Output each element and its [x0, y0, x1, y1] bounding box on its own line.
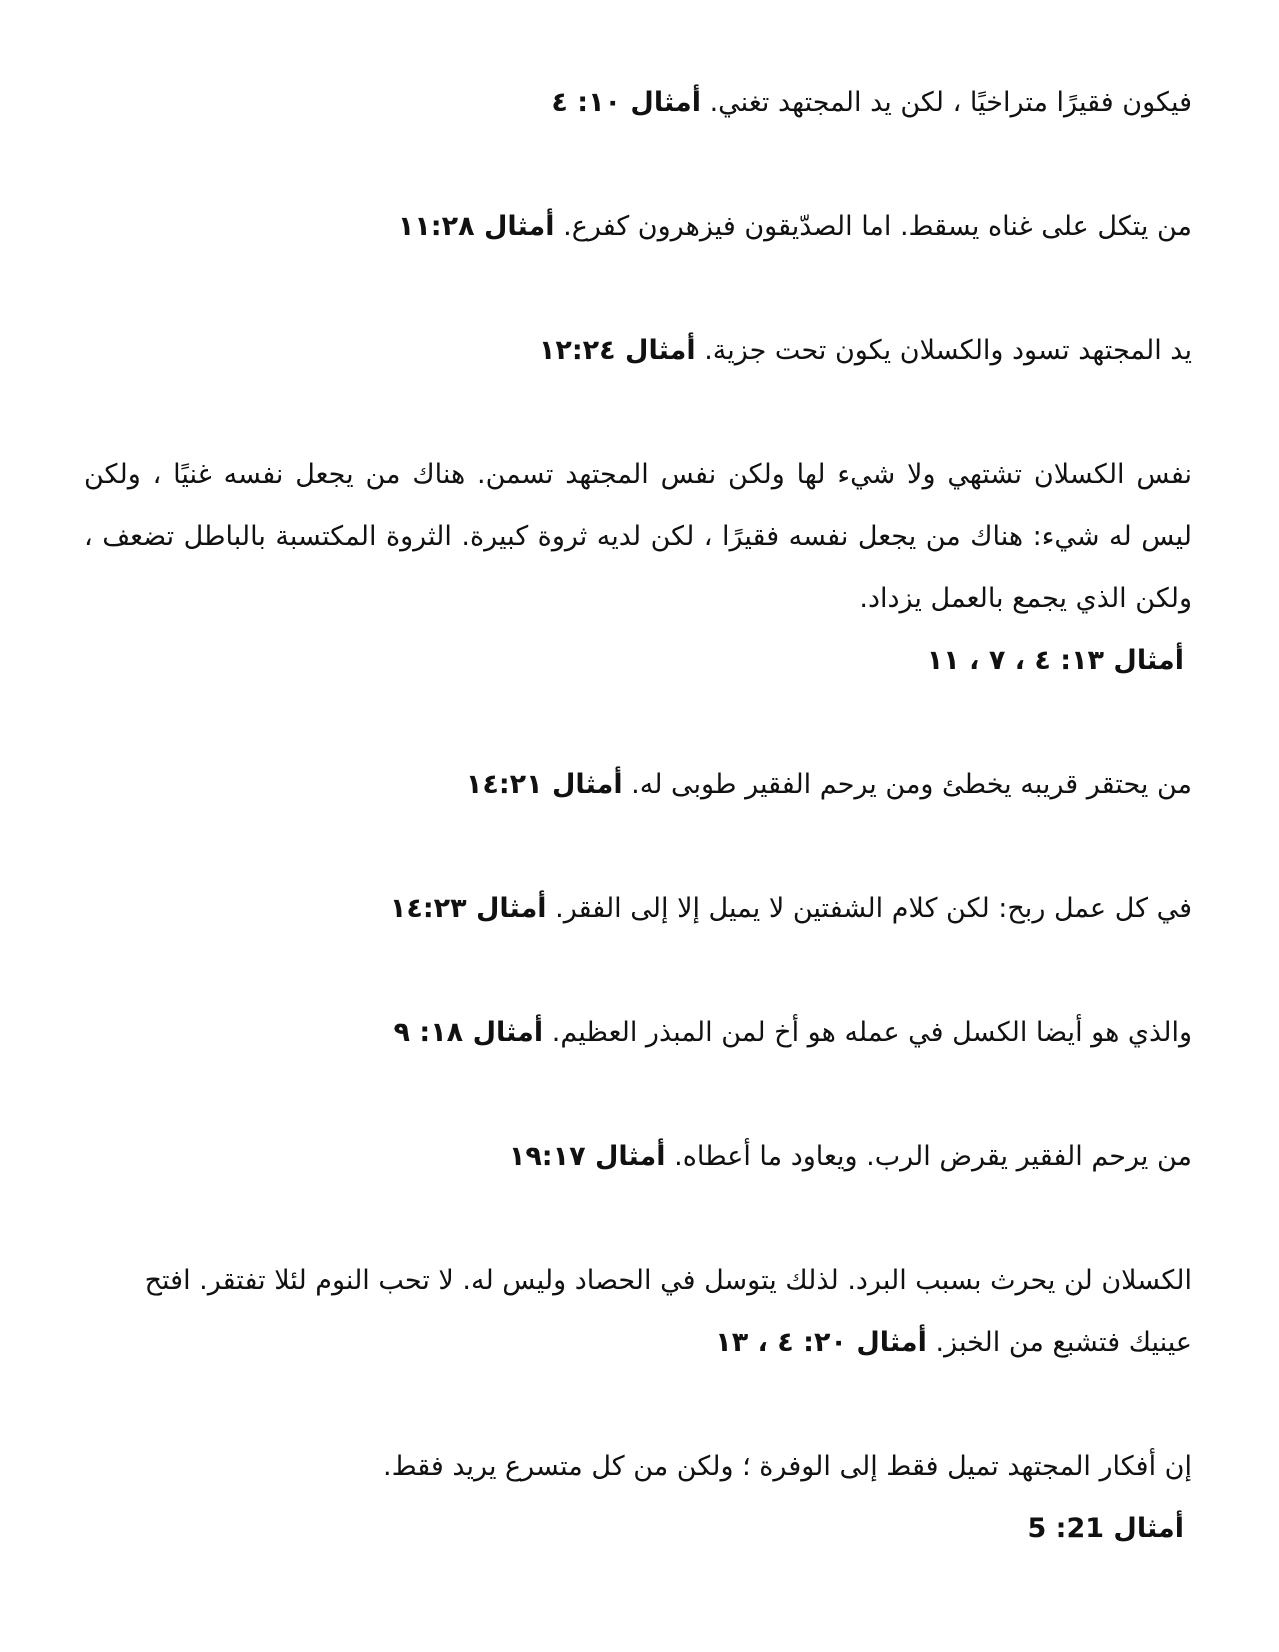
- verse-paragraph: [84, 1250, 1192, 1374]
- verse-reference: أمثال 21: 5: [1027, 1513, 1184, 1544]
- verse-reference: أمثال ١٠: ٤: [551, 87, 701, 118]
- verse-paragraph: [84, 444, 1192, 692]
- verse-reference: أمثال ١١:٢٨: [397, 211, 555, 242]
- verse-text: فيكون فقيرًا متراخيًا ، لكن يد المجتهد تغني.: [709, 87, 1192, 118]
- verse-paragraph: [84, 72, 1192, 134]
- verse-paragraph: [84, 878, 1192, 940]
- verse-text: إن أفكار المجتهد تميل فقط إلى الوفرة ؛ ولكن من كل متسرع يريد فقط.: [383, 1451, 1192, 1482]
- verse-text: والذي هو أيضا الكسل في عمله هو أخ لمن المبذر العظيم.: [551, 1017, 1192, 1048]
- verse-text: يد المجتهد تسود والكسلان يكون تحت جزية.: [704, 335, 1192, 366]
- verse-text: الكسلان لن يحرث بسبب البرد. لذلك يتوسل في الحصاد وليس له. لا تحب النوم لئلا تفتقر. افتح عينيك فتشبع من الخبز.: [144, 1265, 1192, 1358]
- verse-paragraph: [84, 754, 1192, 816]
- verse-paragraph: [84, 196, 1192, 258]
- verse-reference: أمثال ١٣: ٤ ، ٧ ، ١١: [926, 645, 1184, 676]
- verse-reference: أمثال ١٩:١٧: [508, 1141, 666, 1172]
- verse-reference: أمثال ١٤:٢١: [465, 769, 623, 800]
- verse-reference: أمثال ١٨: ٩: [393, 1017, 544, 1048]
- verse-paragraph: [84, 320, 1192, 382]
- verse-reference: أمثال ١٢:٢٤: [538, 335, 696, 366]
- verse-paragraph: [84, 1002, 1192, 1064]
- verse-paragraph: [84, 1436, 1192, 1560]
- verse-text: من يرحم الفقير يقرض الرب. ويعاود ما أعطاه.: [674, 1141, 1192, 1172]
- verse-text: من يتكل على غناه يسقط. اما الصدّيقون فيزهرون كفرع.: [563, 211, 1192, 242]
- verse-text: نفس الكسلان تشتهي ولا شيء لها ولكن نفس المجتهد تسمن. هناك من يجعل نفسه غنيًا ، ولكن ليس له شيء: هناك من يجعل نفسه فقيرًا ، لكن لديه ثروة كبيرة. الثروة المكتسبة بالباطل تضعف ، ولكن الذي يجمع بالعمل يزداد.: [84, 459, 1192, 614]
- verse-paragraph: [84, 1126, 1192, 1188]
- verse-text: في كل عمل ربح: لكن كلام الشفتين لا يميل إلا إلى الفقر.: [555, 893, 1192, 924]
- verse-reference: أمثال ١٤:٢٣: [389, 893, 547, 924]
- verse-reference: أمثال ٢٠: ٤ ، ١٣: [715, 1327, 927, 1358]
- verse-text: من يحتقر قريبه يخطئ ومن يرحم الفقير طوبى له.: [631, 769, 1192, 800]
- document-page: [84, 72, 1192, 1560]
